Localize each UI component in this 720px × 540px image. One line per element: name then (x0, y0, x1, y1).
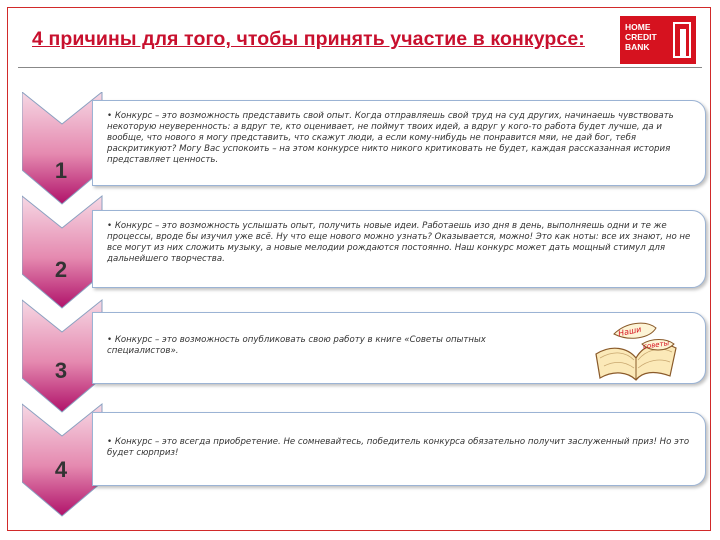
reason-text-2: • Конкурс – это возможность услышать опыт, получить новые идеи. Работаешь изо дня в день, выполняешь одни и те же процессы, вроде бы изучил уже всё. Ну что еще нового можно узнать? Оказывается, можно! Это как ноты: все их знают, но не все могут из них сложить музыку, а новые мелодии рождаются постоянно. Наш конкурс может дать мощный стимул для дальнейшего творчества. (107, 221, 697, 265)
home-credit-logo (620, 16, 696, 64)
page-title: 4 причины для того, чтобы принять участие в конкурсе: (32, 28, 585, 50)
logo-line-1: HOME (625, 22, 651, 32)
step-number-3: 3 (54, 358, 68, 383)
reason-text-4: • Конкурс – это всегда приобретение. Не сомневайтесь, победитель конкурса обязательно получит заслуженный приз! Но это будет сюрприз! (107, 437, 697, 459)
step-number-1: 1 (54, 158, 68, 183)
book-label-advice: советы (642, 339, 670, 351)
logo-line-3: BANK (625, 42, 650, 52)
step-number-4: 4 (54, 457, 68, 482)
arrow-2 (22, 196, 102, 308)
logo-text (625, 22, 669, 52)
reason-card-1 (92, 100, 706, 186)
logo-line-2: CREDIT (625, 32, 657, 42)
arrow-1 (22, 92, 102, 204)
step-number-2: 2 (54, 257, 68, 282)
title-divider (18, 67, 702, 68)
reason-text-1: • Конкурс – это возможность представить свой опыт. Когда отправляешь свой труд на суд других, начинаешь чувствовать некоторую неуверенность: а вдруг те, кто оценивает, не поймут твоих идей, а вдруг у кого-то работа будет лучше, да и вообще, что нового я могу представить, что скажут люди, а если кому-нибудь не понравится мяи, не дай бог, тебя раскритикуют? Могу Вас успокоить – на этом конкурсе никто никого критиковать не будет, каждая рассказанная история представляет ценность. (107, 111, 697, 166)
book-label-our: Наши (617, 324, 643, 339)
reason-card-4 (92, 412, 706, 486)
reason-card-2 (92, 210, 706, 288)
arrow-3 (22, 300, 102, 412)
logo-house-icon (673, 21, 691, 59)
reason-text-3: • Конкурс – это возможность опубликовать свою работу в книге «Советы опытных специалистов». (107, 335, 515, 357)
